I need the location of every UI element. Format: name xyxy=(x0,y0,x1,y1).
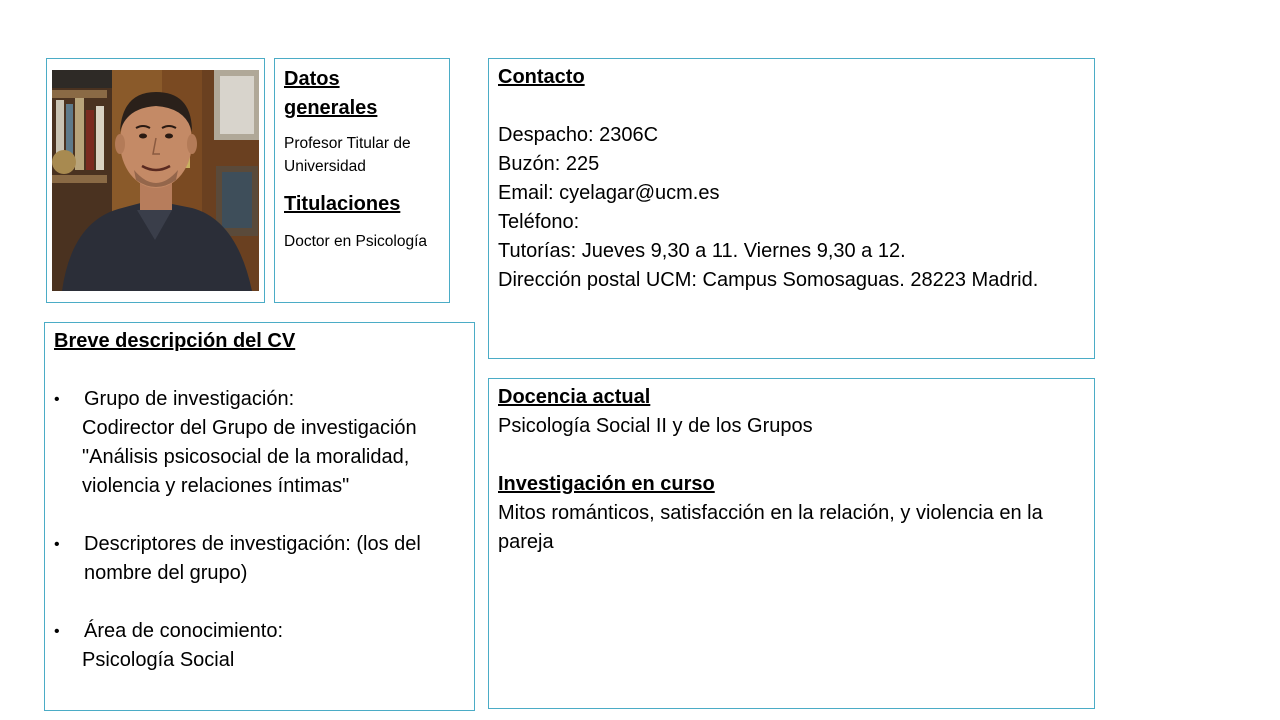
docencia-panel xyxy=(488,378,1095,709)
bullet-icon: • xyxy=(54,623,60,640)
bullet-icon: • xyxy=(54,536,60,553)
investigacion-title: Investigación en curso xyxy=(498,473,715,495)
investigacion-text: Mitos románticos, satisfacción en la relación, y violencia en la pareja xyxy=(498,502,1043,553)
buzon-text: Buzón: 225 xyxy=(498,153,600,175)
datos-generales-title: Datos generales xyxy=(284,68,378,119)
photo-frame xyxy=(46,58,265,303)
area-value: Psicología Social xyxy=(82,649,235,671)
grupo-line: "Análisis psicosocial de la moralidad, xyxy=(82,446,410,468)
descriptores-line: Descriptores de investigación: (los del xyxy=(84,533,421,555)
datos-generales-panel xyxy=(274,58,450,303)
grupo-line: Codirector del Grupo de investigación xyxy=(82,417,417,439)
profile-photo xyxy=(52,70,259,291)
cv-title: Breve descripción del CV xyxy=(54,330,296,352)
contacto-panel xyxy=(488,58,1095,359)
bullet-grupo xyxy=(54,385,465,414)
docencia-title: Docencia actual xyxy=(498,386,651,408)
telefono-text: Teléfono: xyxy=(498,211,580,233)
descriptores-line: nombre del grupo) xyxy=(84,562,248,584)
email-text: Email: cyelagar@ucm.es xyxy=(498,182,720,204)
docencia-text: Psicología Social II y de los Grupos xyxy=(498,415,813,437)
despacho-text: Despacho: 2306C xyxy=(498,124,659,146)
bullet-area xyxy=(54,617,465,646)
bullet-descriptores xyxy=(54,530,465,559)
grupo-label: Grupo de investigación: xyxy=(84,388,295,410)
titulaciones-text: Doctor en Psicología xyxy=(284,233,428,250)
cv-panel xyxy=(44,322,475,711)
contacto-title: Contacto xyxy=(498,66,585,88)
direccion-text: Dirección postal UCM: Campus Somosaguas. 28223 Madrid. xyxy=(498,269,1039,291)
titulaciones-title: Titulaciones xyxy=(284,193,401,215)
tutorias-text: Tutorías: Jueves 9,30 a 11. Viernes 9,30 a 12. xyxy=(498,240,906,262)
area-label: Área de conocimiento: xyxy=(84,620,284,642)
bullet-icon: • xyxy=(54,391,60,408)
cargo-text: Profesor Titular de Universidad xyxy=(284,135,411,175)
grupo-line: violencia y relaciones íntimas" xyxy=(82,475,350,497)
